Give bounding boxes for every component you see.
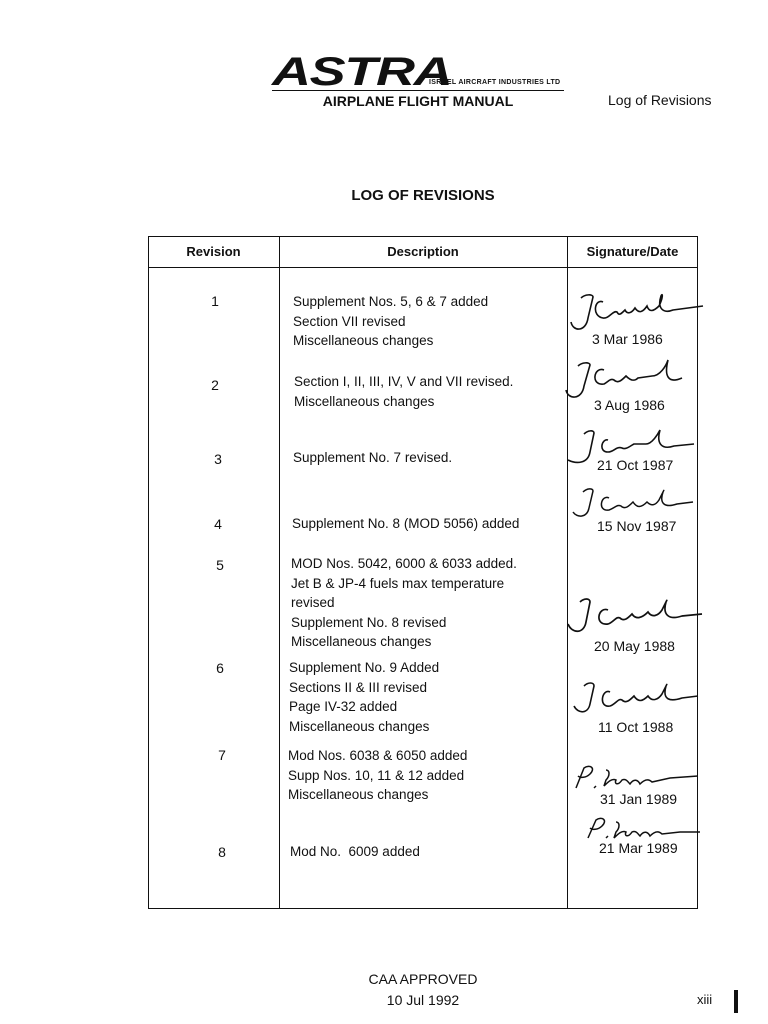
revision-number: 1 xyxy=(211,293,219,309)
page-title: LOG OF REVISIONS xyxy=(351,187,495,204)
revision-date: 21 Mar 1989 xyxy=(599,840,678,856)
logo-wordmark: ASTRA xyxy=(272,50,452,94)
signature xyxy=(562,594,702,641)
astra-logo xyxy=(272,52,567,94)
signature xyxy=(570,680,700,723)
revision-description: Supplement No. 8 (MOD 5056) added xyxy=(292,516,520,531)
column-divider-1 xyxy=(279,236,280,909)
revision-description: Mod No. 6009 added xyxy=(290,844,420,859)
approval-label: CAA APPROVED xyxy=(368,971,478,987)
revision-date: 11 Oct 1988 xyxy=(598,719,674,735)
section-name: Log of Revisions xyxy=(608,92,712,108)
page-number: xiii xyxy=(697,992,713,1007)
revision-number: 8 xyxy=(218,844,226,860)
revision-number: 2 xyxy=(211,377,219,393)
revision-date: 21 Oct 1987 xyxy=(597,457,674,473)
revision-description: Supplement No. 9 Added Sections II & III revised Page IV-32 added Miscellaneous changes xyxy=(289,660,440,734)
revision-number: 5 xyxy=(216,557,224,573)
approval-date: 10 Jul 1992 xyxy=(386,992,460,1008)
column-header-signature-date: Signature/Date xyxy=(586,244,679,259)
revision-date: 31 Jan 1989 xyxy=(600,791,678,807)
header-rule xyxy=(272,90,564,91)
revision-date: 3 Aug 1986 xyxy=(594,397,665,413)
revision-description: MOD Nos. 5042, 6000 & 6033 added. Jet B & JP-4 fuels max temperature revised Supplement No. 8 revised Miscellaneous changes xyxy=(291,556,517,650)
company-name: ISRAEL AIRCRAFT INDUSTRIES LTD xyxy=(429,79,561,86)
revision-number: 7 xyxy=(218,747,226,763)
revision-description: Mod Nos. 6038 & 6050 added Supp Nos. 10, 11 & 12 added Miscellaneous changes xyxy=(288,748,468,803)
table-header-rule xyxy=(148,267,698,268)
column-header-description: Description xyxy=(387,244,459,259)
revision-description: Section I, II, III, IV, V and VII revised. Miscellaneous changes xyxy=(294,374,514,409)
column-header-revision: Revision xyxy=(186,244,241,259)
revision-number: 4 xyxy=(214,516,222,532)
revision-date: 20 May 1988 xyxy=(594,638,675,654)
revision-description: Supplement No. 7 revised. xyxy=(293,450,453,465)
revision-date: 15 Nov 1987 xyxy=(597,518,677,534)
revision-number: 3 xyxy=(214,451,222,467)
revision-date: 3 Mar 1986 xyxy=(592,331,663,347)
change-bar xyxy=(734,990,738,1013)
revision-number: 6 xyxy=(216,660,224,676)
revision-description: Supplement Nos. 5, 6 & 7 added Section VII revised Miscellaneous changes xyxy=(293,294,489,349)
manual-title: AIRPLANE FLIGHT MANUAL xyxy=(322,93,514,109)
